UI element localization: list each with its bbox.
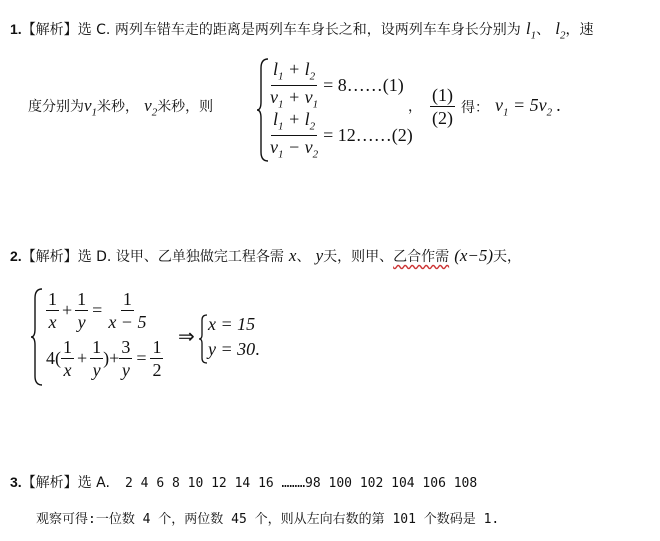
get-text: 得：	[461, 99, 489, 116]
var-v2: $v_2$	[144, 96, 158, 119]
problem-1-line-2	[28, 96, 213, 118]
analysis-tag: 【解析】	[21, 22, 78, 38]
analysis-tag: 【解析】	[21, 249, 78, 265]
problem-number: 3.	[10, 474, 22, 490]
problem-text: 选 D. 设甲、乙单独做完工程各需	[77, 249, 284, 265]
problem-text: 度分别为	[28, 99, 84, 115]
problem-1-line-1	[10, 19, 593, 41]
separator: 、	[296, 249, 311, 265]
underlined-text: 乙合作需	[393, 249, 450, 265]
equation-1: $\frac{1}{x}$ + $\frac{1}{y}$ = $\frac{1}{x - 5}$	[48, 289, 147, 332]
equation-rhs: = 8……(1)	[323, 74, 404, 95]
ratio-fraction: $\frac{(1)}{(2)}$	[432, 85, 453, 128]
fraction: $\frac{l_1 + l_2}{v_1 - v_2}$	[270, 109, 319, 161]
result-equation: $v_1 = 5v_2$ .	[495, 94, 562, 119]
equation-rhs: = 12……(2)	[323, 124, 413, 145]
solution-y: y = 30.	[208, 339, 260, 359]
var-v1: $v_1$	[84, 96, 98, 119]
observation-text: 观察可得:一位数 4 个，两位数 45 个，则从左向右数的第 101 个数码是 1.	[36, 512, 500, 527]
fraction: $\frac{l_1 + l_2}{v_1 + v_1}$	[270, 59, 319, 111]
problem-number: 2.	[10, 248, 22, 264]
number-sequence: 2 4 6 8 10 12 14 16 ………98 100 102 104 106 108	[125, 476, 478, 491]
ratio-expression	[430, 86, 561, 127]
problem-text-end: ，速	[565, 22, 594, 38]
problem-3-line-1	[10, 472, 477, 492]
expression: (x−5)	[454, 246, 494, 265]
problem-3	[0, 466, 660, 536]
problem-1	[0, 0, 660, 170]
problem-text: 天，	[493, 249, 522, 265]
system-brace	[30, 288, 44, 386]
problem-number: 1.	[10, 21, 22, 37]
problem-text: 天，则甲、	[323, 249, 394, 265]
problem-2	[0, 238, 660, 398]
unit-text: 米秒，	[97, 99, 140, 115]
separator: 、	[536, 22, 551, 38]
var-l2: $l_2$	[555, 19, 566, 42]
equation-1	[268, 60, 404, 110]
problem-text: 选 C. 两列车错车走的距离是两列车车身长之和，设两列车车身长分别为	[77, 22, 521, 38]
comma: ，	[408, 99, 422, 115]
var-x: x	[288, 246, 297, 265]
problem-2-line-1	[10, 246, 521, 266]
solution-brace	[198, 314, 208, 364]
solution-x: x = 15	[208, 314, 256, 334]
equation-2: 4( $\frac{1}{x}$ + $\frac{1}{y}$ )+ $\frac{3}{y}$ = $\frac{1}{2}$	[46, 337, 162, 380]
var-l1: $l_1$	[525, 19, 537, 42]
equation-2	[268, 110, 413, 160]
problem-text: 选 A.	[77, 475, 110, 491]
analysis-tag: 【解析】	[21, 475, 78, 491]
var-y: y	[315, 246, 324, 265]
implies-arrow: ⇒	[178, 326, 195, 348]
unit-text: 米秒，则	[157, 99, 214, 115]
